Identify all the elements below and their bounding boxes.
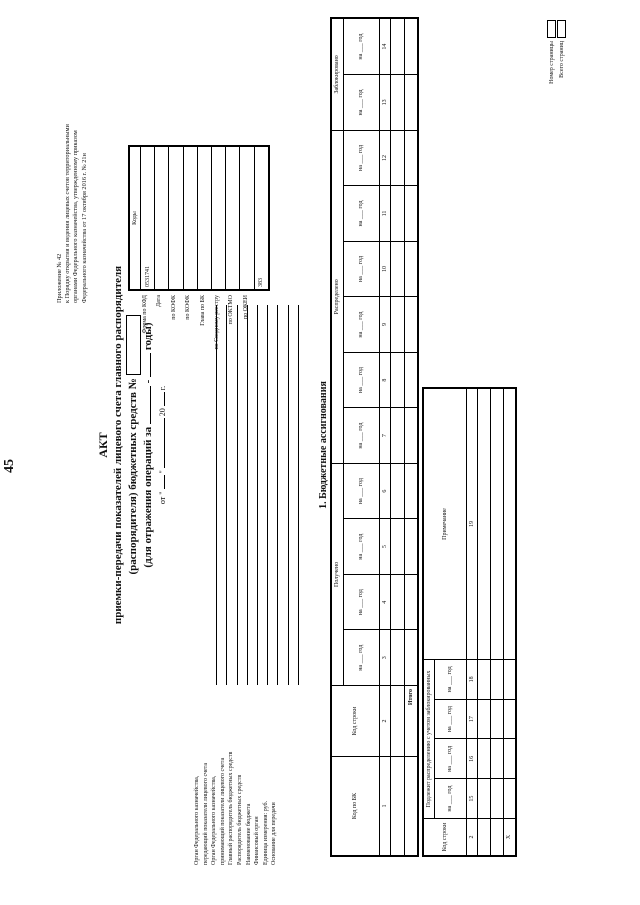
itogo-label: Итого	[404, 686, 418, 757]
na-label: на	[358, 109, 364, 116]
code-cell[interactable]	[240, 146, 254, 290]
group-blocked: Заблокировано	[331, 18, 343, 130]
left-label: Наименование бюджета	[245, 803, 252, 865]
table-cell[interactable]	[477, 660, 490, 700]
title-line2: приемки-передачи показателей лицевого счета главного распорядителя	[112, 265, 124, 625]
god-label: год	[447, 745, 453, 755]
left-label: Финансовый орган	[254, 816, 261, 865]
period-header: на ___ год	[343, 297, 379, 353]
total-cell[interactable]	[404, 463, 418, 519]
table-cell[interactable]	[477, 739, 490, 779]
period-header: на ___ год	[343, 463, 379, 519]
god-label: год	[358, 478, 364, 487]
x-marker: X	[503, 819, 516, 857]
codes-label: Форма по КФД	[142, 295, 148, 334]
section-title: 1. Бюджетные ассигнования	[318, 381, 329, 509]
table-cell[interactable]	[490, 739, 503, 779]
total-cell[interactable]	[404, 130, 418, 186]
code-cell[interactable]	[169, 146, 183, 290]
na-label: на	[447, 686, 453, 693]
codes-label: по КОФК	[170, 295, 177, 320]
left-label: Основание для передачи	[271, 802, 278, 865]
period-header: на ___ год	[343, 519, 379, 575]
na-label: на	[358, 53, 364, 60]
allocations-table	[330, 17, 419, 857]
column-number: 2	[379, 686, 390, 757]
total-cell[interactable]	[404, 75, 418, 131]
fill-line[interactable]	[248, 305, 258, 685]
footer-total-row	[557, 20, 567, 170]
na-label: на	[447, 805, 453, 812]
table-cell[interactable]	[390, 241, 404, 297]
total-cell[interactable]	[404, 519, 418, 575]
table-cell[interactable]	[390, 630, 404, 686]
na-label: на	[358, 442, 364, 449]
col-bk-header: Код по БК	[331, 757, 379, 857]
na-label: на	[358, 331, 364, 338]
column-number: 7	[379, 408, 390, 464]
period-header: на ___ год	[343, 18, 379, 75]
na-label: на	[358, 664, 364, 671]
table-cell[interactable]	[390, 574, 404, 630]
date-month-field[interactable]	[164, 418, 165, 468]
table-cell[interactable]	[503, 779, 516, 819]
left-label: Орган Федерального казначейства,	[194, 775, 200, 865]
na-label: на	[358, 165, 364, 171]
footer-page-label: Номер страницы	[548, 41, 555, 84]
fill-line[interactable]	[227, 305, 237, 685]
title-line4-text: (для отражения операций за	[142, 426, 155, 568]
date-suffix: г.	[158, 385, 168, 391]
table-cell[interactable]	[490, 779, 503, 819]
year-from-field[interactable]	[150, 386, 151, 424]
title-line3-text: (распорядителя) бюджетных средств №	[127, 378, 140, 575]
left-label: принимающий показатели лицевого счета	[219, 757, 226, 865]
code-cell-form[interactable]: 0531741	[141, 146, 155, 290]
column-number: 1	[379, 757, 390, 857]
fill-line[interactable]	[207, 305, 217, 685]
code-cell[interactable]	[197, 146, 211, 290]
date-day-field[interactable]	[164, 476, 165, 490]
total-pages-field[interactable]	[557, 20, 566, 38]
god-label: год	[358, 255, 364, 265]
table-cell[interactable]	[390, 130, 404, 186]
codes-label: по ОКТМО	[228, 295, 235, 325]
left-label: Единица измерения: руб.	[262, 800, 269, 865]
column-number: 19	[466, 388, 477, 660]
appendix-line: к Порядку открытия и ведения лицевых счетов территориальными	[64, 124, 72, 303]
period-header: на ___ год	[434, 779, 466, 819]
code-cell[interactable]	[155, 146, 169, 290]
period-header: на ___ год	[343, 408, 379, 464]
god-label: год	[358, 33, 364, 42]
god-label: год	[447, 785, 453, 794]
god-label: год	[358, 533, 364, 542]
column-number: 9	[379, 297, 390, 353]
na-label: на	[358, 609, 364, 616]
total-cell[interactable]	[404, 630, 418, 686]
total-cell[interactable]	[404, 241, 418, 297]
na-label: на	[358, 553, 364, 560]
period-header: на ___ год	[434, 739, 466, 779]
appendix-note	[56, 3, 89, 303]
period-header: на ___ год	[343, 630, 379, 686]
column-number: 14	[379, 18, 390, 75]
fill-line[interactable]	[289, 305, 299, 685]
table-cell[interactable]	[390, 686, 404, 757]
period-header: на ___ год	[343, 130, 379, 186]
left-labels	[193, 685, 279, 865]
god-label: год	[447, 666, 453, 675]
table-cell[interactable]	[390, 186, 404, 242]
code-cell-okei[interactable]: 383	[254, 146, 269, 290]
table-cell[interactable]	[503, 660, 516, 700]
table-cell[interactable]	[490, 699, 503, 739]
date-year-prefix: 20	[158, 408, 168, 417]
codes-table	[128, 145, 270, 291]
appendix-line: органами Федерального казначейства, утвержденному приказом	[72, 130, 80, 303]
footer-page-row	[547, 20, 557, 170]
god-label: год	[358, 644, 364, 653]
left-label: передающий показатели лицевого счета	[202, 762, 209, 865]
column-number: 6	[379, 463, 390, 519]
blank-cell	[404, 757, 418, 857]
left-label: Распорядитель бюджетных средств	[236, 774, 243, 865]
column-number: 3	[379, 630, 390, 686]
god-label: год	[447, 706, 453, 715]
table-cell[interactable]	[490, 819, 503, 857]
appendix-line: Приложение № 42	[56, 253, 63, 303]
codes-header: Коды	[129, 146, 141, 290]
period-header: на ___ год	[434, 699, 466, 739]
title-line4-end: годы)	[142, 322, 155, 351]
table-cell[interactable]	[390, 463, 404, 519]
table-cell[interactable]	[390, 757, 404, 857]
sub-group-header: Подлежит распределению с учетом заблокированных	[423, 660, 434, 819]
column-number: 16	[466, 739, 477, 779]
column-number: 17	[466, 699, 477, 739]
table-cell[interactable]	[477, 779, 490, 819]
column-number: 18	[466, 660, 477, 700]
period-header: на ___ год	[343, 574, 379, 630]
footer-total-label: Всего страниц	[558, 41, 565, 78]
fill-line[interactable]	[278, 305, 288, 685]
page-footer	[547, 20, 567, 170]
table-cell[interactable]	[503, 388, 516, 660]
period-header: на ___ год	[343, 241, 379, 297]
na-label: на	[358, 498, 364, 505]
col-row-header: Код строки	[331, 686, 379, 757]
god-label: год	[358, 311, 364, 320]
code-cell[interactable]	[211, 146, 225, 290]
column-number: 8	[379, 352, 390, 408]
table-cell[interactable]	[503, 739, 516, 779]
table-cell[interactable]	[490, 388, 503, 660]
total-cell[interactable]	[404, 408, 418, 464]
group-received: Получено	[331, 463, 343, 685]
table-cell[interactable]	[477, 819, 490, 857]
table-cell[interactable]	[503, 699, 516, 739]
sub-note-header: Примечание	[423, 388, 466, 660]
table-cell[interactable]	[490, 660, 503, 700]
god-label: год	[358, 589, 364, 598]
codes-label: по Сводному реестру	[213, 295, 220, 350]
codes-label: по КОФК	[185, 295, 192, 320]
subtable	[422, 387, 517, 857]
na-label: на	[447, 766, 453, 772]
left-label: Орган Федерального казначейства,	[211, 775, 218, 865]
title-act: АКТ	[96, 432, 110, 458]
table-cell[interactable]	[390, 75, 404, 131]
group-distributed: Распределено	[331, 130, 343, 463]
column-number: 12	[379, 130, 390, 186]
table-cell[interactable]	[477, 699, 490, 739]
column-number: 2	[466, 819, 477, 857]
god-label: год	[358, 422, 364, 431]
table-cell[interactable]	[390, 352, 404, 408]
date-quote: "	[158, 470, 168, 474]
total-cell[interactable]	[404, 18, 418, 75]
left-label: Главный распорядитель бюджетных средств	[228, 751, 235, 865]
na-label: на	[358, 276, 364, 283]
na-label: на	[358, 387, 364, 394]
column-number: 13	[379, 75, 390, 131]
god-label: год	[358, 89, 364, 98]
sub-col-row-header: Код строки	[423, 819, 466, 857]
code-cell[interactable]	[183, 146, 197, 290]
na-label: на	[447, 726, 453, 733]
title-dash: -	[142, 379, 155, 384]
codes-label: Глава по БК	[199, 295, 206, 326]
column-number: 4	[379, 574, 390, 630]
page-number: 45	[2, 459, 17, 473]
table-cell[interactable]	[477, 388, 490, 660]
date-year-field[interactable]	[164, 392, 165, 406]
total-cell[interactable]	[404, 297, 418, 353]
fill-lines	[207, 305, 299, 685]
period-header: на ___ год	[434, 660, 466, 700]
page-number-field[interactable]	[547, 20, 556, 38]
god-label: год	[358, 200, 364, 209]
total-cell[interactable]	[404, 352, 418, 408]
column-number: 5	[379, 519, 390, 575]
table-cell[interactable]	[390, 18, 404, 75]
period-header: на ___ год	[343, 75, 379, 131]
appendix-line: Федерального казначейства от 17 октября 2016 г. № 21н	[80, 153, 88, 303]
fill-line[interactable]	[268, 305, 278, 685]
column-number: 11	[379, 186, 390, 242]
code-cell[interactable]	[226, 146, 240, 290]
fill-line[interactable]	[217, 305, 227, 685]
codes-label: по ОКЕИ	[242, 295, 249, 320]
period-header: на ___ год	[343, 186, 379, 242]
god-label: год	[358, 144, 364, 154]
codes-label-spacer	[128, 295, 138, 385]
date-prefix: от "	[158, 491, 168, 505]
na-label: на	[358, 220, 364, 227]
period-header: на ___ год	[343, 352, 379, 408]
god-label: год	[358, 367, 364, 376]
table-cell[interactable]	[390, 519, 404, 575]
total-cell[interactable]	[404, 186, 418, 242]
total-cell[interactable]	[404, 574, 418, 630]
column-number: 15	[466, 779, 477, 819]
codes-label: Дата	[156, 295, 163, 307]
table-cell[interactable]	[390, 408, 404, 464]
table-cell[interactable]	[390, 297, 404, 353]
column-number: 10	[379, 241, 390, 297]
fill-line[interactable]	[238, 305, 248, 685]
fill-line[interactable]	[258, 305, 268, 685]
